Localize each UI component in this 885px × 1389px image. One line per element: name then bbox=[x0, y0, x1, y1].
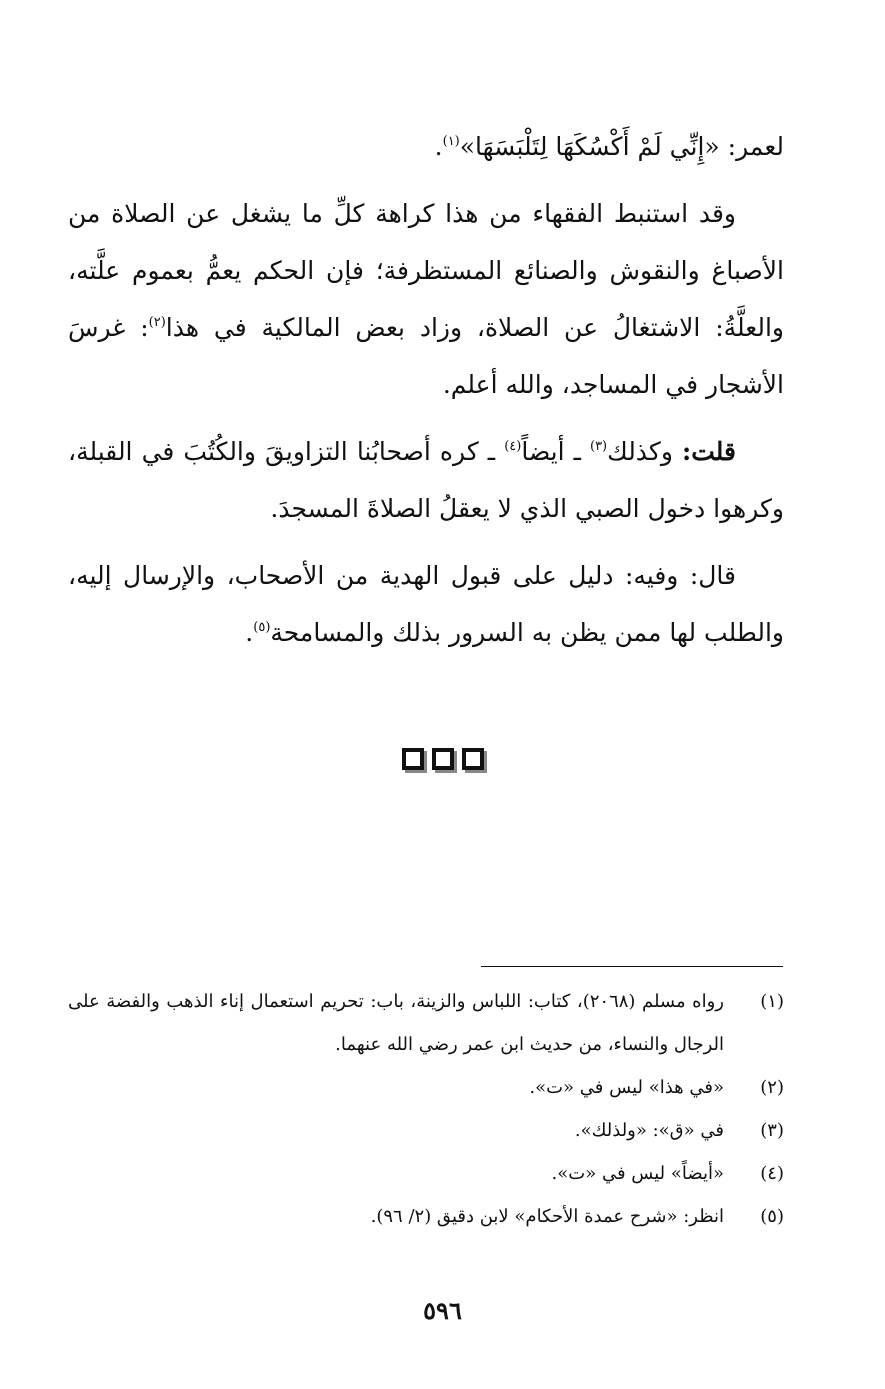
footnote-text: رواه مسلم (٢٠٦٨)، كتاب: اللباس والزينة، باب: تحريم استعمال إناء الذهب والفضة على الرجال والنساء، من حديث ابن عمر رضي الله عنهما. bbox=[68, 991, 724, 1055]
section-divider-ornament bbox=[0, 748, 885, 774]
paragraph-3 bbox=[68, 423, 784, 537]
period: . bbox=[245, 618, 254, 647]
paragraph-4-text: قال: وفيه: دليل على قبول الهدية من الأصحاب، والإرسال إليه، والطلب لها ممن يظن به السرور بذلك والمسامحة bbox=[68, 561, 784, 647]
footnote-2 bbox=[68, 1066, 784, 1109]
footnote-number: (٥) bbox=[760, 1206, 784, 1227]
footnote-4 bbox=[68, 1152, 784, 1195]
paragraph-2-text: وقد استنبط الفقهاء من هذا كراهة كلِّ ما يشغل عن الصلاة من الأصباغ والنقوش والصنائع المستظرفة؛ فإن الحكم يعمُّ بعموم علَّته، والعلَّةُ: الاشتغالُ عن الصلاة، وزاد بعض المالكية في هذا bbox=[68, 199, 784, 342]
footnote-text: في «ق»: «ولذلك». bbox=[574, 1120, 724, 1141]
footnote-number: (٢) bbox=[760, 1077, 784, 1098]
paragraph-2-end: : غرسَ الأشجار في المساجد، والله أعلم. bbox=[68, 313, 784, 399]
footnote-ref-4: (٤) bbox=[504, 439, 522, 454]
square-ornament-icon bbox=[432, 748, 454, 770]
footnote-ref-5: (٥) bbox=[253, 620, 271, 635]
footnote-3 bbox=[68, 1109, 784, 1152]
paragraph-2 bbox=[68, 185, 784, 413]
square-ornament-icon bbox=[402, 748, 424, 770]
footnote-text: انظر: «شرح عمدة الأحكام» لابن دقيق (٢/ ٩٦). bbox=[370, 1206, 724, 1227]
footnote-text: «في هذا» ليس في «ت». bbox=[529, 1077, 724, 1098]
qultu-label: قلت: bbox=[681, 437, 736, 466]
footnote-1 bbox=[68, 980, 784, 1066]
footnote-ref-2: (٢) bbox=[148, 315, 166, 330]
footnote-separator bbox=[481, 966, 783, 967]
footnote-number: (٣) bbox=[760, 1120, 784, 1141]
footnote-number: (٤) bbox=[760, 1163, 784, 1184]
footnote-number: (١) bbox=[760, 991, 784, 1012]
footnote-ref-1: (١) bbox=[442, 134, 460, 149]
paragraph-3-text-a: وكذلك bbox=[607, 437, 682, 466]
paragraph-4 bbox=[68, 547, 784, 661]
paragraph-3-text-b: ـ أيضاً bbox=[521, 437, 590, 466]
page-number: ٥٩٦ bbox=[423, 1296, 462, 1325]
footnotes bbox=[68, 980, 784, 1238]
main-text bbox=[68, 118, 784, 671]
paragraph-1 bbox=[68, 118, 784, 175]
period: . bbox=[434, 132, 443, 161]
footnote-5 bbox=[68, 1195, 784, 1238]
paragraph-3-text-c: ـ كره أصحابُنا التزاويقَ والكُتُبَ في القبلة، وكرهوا دخول الصبي الذي لا يعقلُ الصلاةَ المسجدَ. bbox=[68, 437, 784, 523]
footnote-ref-3: (٣) bbox=[589, 439, 608, 454]
square-ornament-icon bbox=[462, 748, 484, 770]
quote-text: لعمر: «إِنِّي لَمْ أَكْسُكَهَا لِتَلْبَسَهَا» bbox=[459, 132, 784, 161]
footnote-text: «أيضاً» ليس في «ت». bbox=[551, 1163, 724, 1184]
